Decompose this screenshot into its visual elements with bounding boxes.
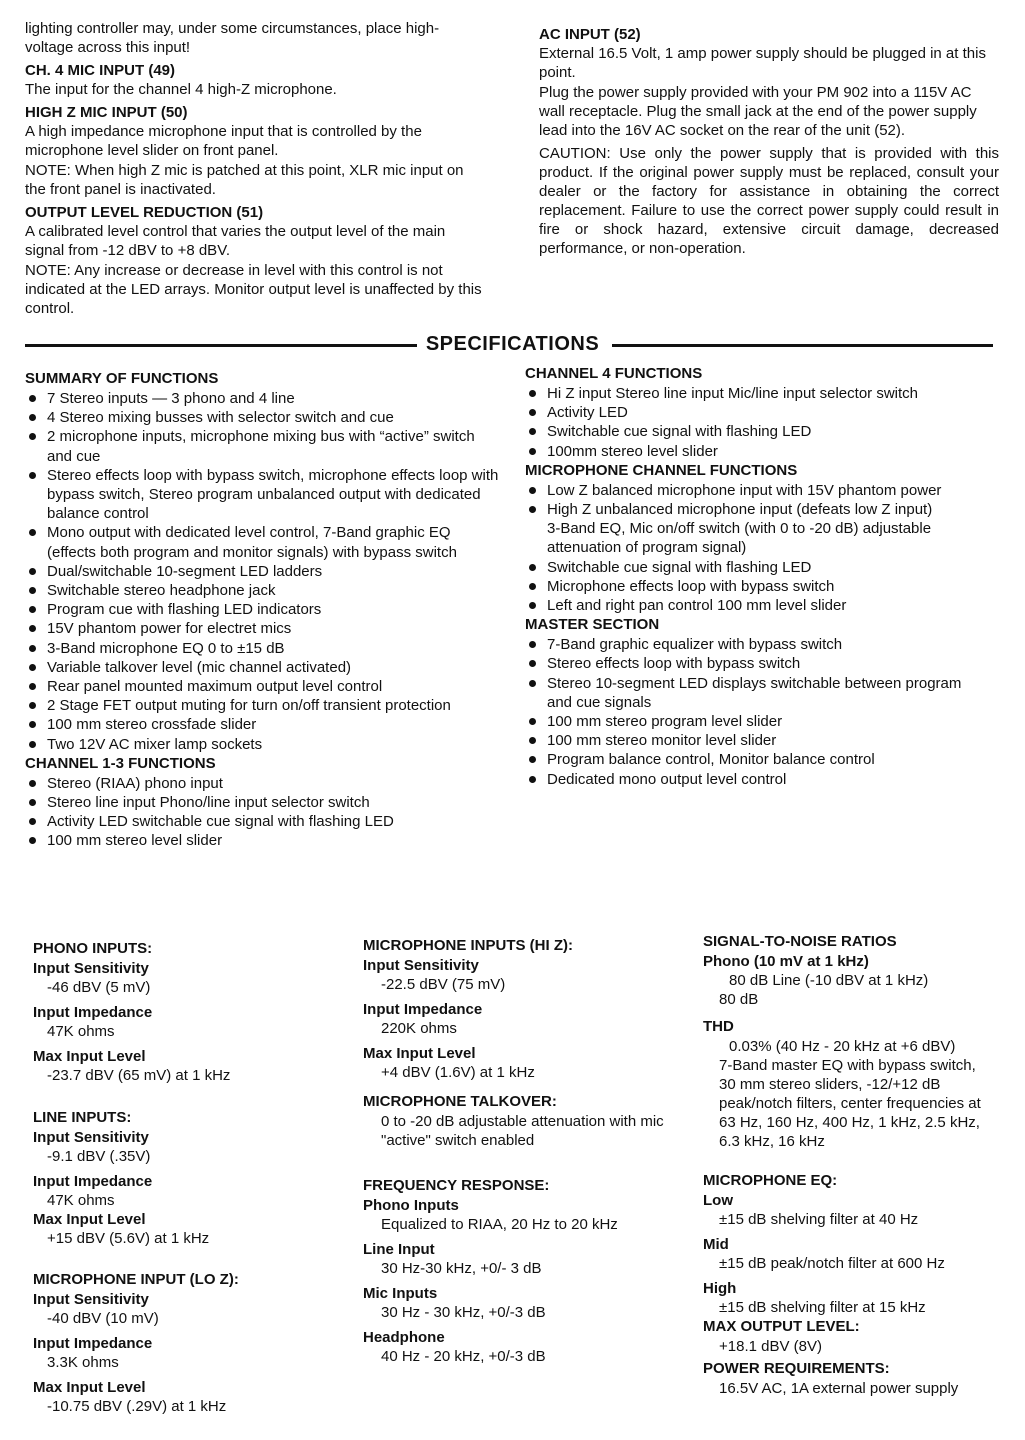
list-item: 3-Band microphone EQ 0 to ±15 dB (25, 639, 500, 658)
mic-eq-low-label: Low (703, 1192, 733, 1209)
line-sensitivity-value: -9.1 dBV (.35V) (47, 1148, 151, 1165)
channel13-heading: CHANNEL 1-3 FUNCTIONS (25, 754, 216, 772)
mic-lo-z-sensitivity-label: Input Sensitivity (33, 1291, 149, 1308)
list-item: Stereo effects loop with bypass switch (525, 654, 985, 673)
line-max-value: +15 dBV (5.6V) at 1 kHz (47, 1230, 210, 1247)
list-item: Hi Z input Stereo line input Mic/line input selector switch (525, 384, 985, 403)
list-item: 100mm stereo level slider (525, 442, 985, 461)
list-item: Rear panel mounted maximum output level control (25, 677, 500, 696)
channel4-heading: CHANNEL 4 FUNCTIONS (525, 365, 703, 382)
channel13-list (25, 774, 500, 851)
freq-line-value: 30 Hz-30 kHz, +0/- 3 dB (381, 1260, 542, 1277)
list-item-text: High Z unbalanced microphone input (defeats low Z input) (547, 501, 933, 519)
list-item: Program balance control, Monitor balance control (525, 750, 985, 769)
list-item: 4 Stereo mixing busses with selector switch and cue (25, 408, 500, 427)
list-item: Two 12V AC mixer lamp sockets (25, 735, 500, 754)
line-inputs-title: LINE INPUTS: (33, 1109, 132, 1126)
list-item: Dedicated mono output level control (525, 770, 985, 789)
max-output-value: +18.1 dBV (8V) (719, 1338, 822, 1355)
mic-lo-z-max-value: -10.75 dBV (.29V) at 1 kHz (47, 1398, 227, 1415)
list-item: Activity LED (525, 403, 985, 422)
phono-sensitivity-value: -46 dBV (5 mV) (47, 979, 151, 996)
functions-right-column (525, 364, 985, 789)
power-requirements-value: 16.5V AC, 1A external power supply (719, 1380, 959, 1397)
mic-lo-z-sensitivity-value: -40 dBV (10 mV) (47, 1310, 159, 1327)
list-item: Activity LED switchable cue signal with flashing LED (25, 812, 500, 831)
mic-lo-z-title: MICROPHONE INPUT (LO Z): (33, 1271, 239, 1288)
phono-max-label: Max Input Level (33, 1048, 146, 1065)
mic-eq-title: MICROPHONE EQ: (703, 1172, 838, 1189)
list-item: Switchable cue signal with flashing LED (525, 558, 985, 577)
ch4-mic-input-text: The input for the channel 4 high-Z microphone. (25, 81, 337, 98)
channel4-list (525, 384, 985, 461)
snr-value-2: 80 dB (719, 991, 759, 1008)
list-item: Stereo (RIAA) phono input (25, 774, 500, 793)
phono-impedance-value: 47K ohms (47, 1023, 115, 1040)
intro-text: lighting controller may, under some circumstances, place high-voltage across this input! (25, 20, 440, 56)
line-impedance-label: Input Impedance (33, 1173, 153, 1190)
mic-hi-z-title: MICROPHONE INPUTS (HI Z): (363, 937, 573, 954)
high-z-mic-note: NOTE: When high Z mic is patched at this point, XLR mic input on the front panel is inactivated. (25, 162, 464, 198)
summary-heading: SUMMARY OF FUNCTIONS (25, 370, 219, 387)
list-item: 100 mm stereo monitor level slider (525, 731, 985, 750)
list-item: 100 mm stereo program level slider (525, 712, 985, 731)
caution-text: CAUTION: Use only the power supply that is provided with this product. If the original power supply must be replaced, consult your dealer or the factory for assistance in obtaining the correct replacement. Failure to use the correct power supply could result in fire or shock hazard, extensive circuit damage, decreased performance, or non-operation. (539, 145, 999, 257)
list-item-extra: 3-Band EQ, Mic on/off switch (with 0 to -20 dB) adjustable attenuation of program signal) (547, 520, 932, 557)
mic-eq-mid-value: ±15 dB peak/notch filter at 600 Hz (719, 1255, 945, 1272)
top-left-column (25, 19, 487, 319)
list-item: Stereo 10-segment LED displays switchable between program and cue signals (525, 674, 985, 712)
line-max-label: Max Input Level (33, 1211, 146, 1228)
output-level-reduction-heading: OUTPUT LEVEL REDUCTION (51) (25, 204, 264, 221)
talkover-title: MICROPHONE TALKOVER: (363, 1093, 557, 1110)
line-sensitivity-label: Input Sensitivity (33, 1129, 149, 1146)
thd-eq-text: 7-Band master EQ with bypass switch, 30 mm stereo sliders, -12/+12 dB peak/notch filters, center frequencies at 63 Hz, 160 Hz, 400 Hz, 1 kHz, 2.5 kHz, 6.3 kHz, 16 kHz (719, 1057, 981, 1150)
power-requirements-title: POWER REQUIREMENTS: (703, 1360, 890, 1377)
list-item: Variable talkover level (mic channel activated) (25, 658, 500, 677)
phono-sensitivity-label: Input Sensitivity (33, 960, 149, 977)
specs-column-3 (703, 932, 1013, 1398)
snr-phono-label: Phono (10 mV at 1 kHz) (703, 953, 869, 970)
line-impedance-value: 47K ohms (47, 1192, 115, 1209)
list-item: 7-Band graphic equalizer with bypass switch (525, 635, 985, 654)
top-right-column (539, 25, 999, 259)
high-z-mic-text: A high impedance microphone input that is controlled by the microphone level slider on front panel. (25, 123, 422, 159)
ac-input-text-1: External 16.5 Volt, 1 amp power supply should be plugged in at this point. (539, 45, 986, 81)
list-item: 15V phantom power for electret mics (25, 619, 500, 638)
summary-list (25, 389, 500, 754)
list-item: Dual/switchable 10-segment LED ladders (25, 562, 500, 581)
list-item: Low Z balanced microphone input with 15V phantom power (525, 481, 985, 500)
mic-lo-z-impedance-value: 3.3K ohms (47, 1354, 119, 1371)
mic-eq-high-value: ±15 dB shelving filter at 15 kHz (719, 1299, 926, 1316)
max-output-title: MAX OUTPUT LEVEL: (703, 1318, 860, 1335)
freq-headphone-label: Headphone (363, 1329, 445, 1346)
master-list (525, 635, 985, 789)
functions-left-column (25, 369, 500, 851)
mic-channel-heading: MICROPHONE CHANNEL FUNCTIONS (525, 461, 798, 479)
master-heading: MASTER SECTION (525, 616, 660, 634)
mic-lo-z-impedance-label: Input Impedance (33, 1335, 153, 1352)
freq-line-label: Line Input (363, 1241, 435, 1258)
mic-hi-z-impedance-label: Input Impedance (363, 1001, 483, 1018)
list-item: 2 microphone inputs, microphone mixing bus with “active” switch and cue (25, 427, 500, 465)
ac-input-heading: AC INPUT (52) (539, 26, 641, 43)
mic-hi-z-sensitivity-label: Input Sensitivity (363, 957, 479, 974)
phono-inputs-title: PHONO INPUTS: (33, 940, 153, 957)
list-item: Left and right pan control 100 mm level slider (525, 596, 985, 615)
list-item: 100 mm stereo level slider (25, 831, 500, 850)
mic-eq-low-value: ±15 dB shelving filter at 40 Hz (719, 1211, 919, 1228)
output-level-reduction-note: NOTE: Any increase or decrease in level with this control is not indicated at the LED arrays. Monitor output level is unaffected by this control. (25, 262, 482, 317)
freq-phono-value: Equalized to RIAA, 20 Hz to 20 kHz (381, 1216, 618, 1233)
list-item: 2 Stage FET output muting for turn on/off transient protection (25, 696, 500, 715)
list-item: Stereo effects loop with bypass switch, microphone effects loop with bypass switch, Stereo program unbalanced output with dedicated balance control (25, 466, 500, 524)
ch4-mic-input-heading: CH. 4 MIC INPUT (49) (25, 62, 176, 79)
mic-lo-z-max-label: Max Input Level (33, 1379, 146, 1396)
mic-eq-high-label: High (703, 1280, 737, 1297)
specs-column-2 (363, 936, 683, 1366)
freq-headphone-value: 40 Hz - 20 kHz, +0/-3 dB (381, 1348, 546, 1365)
mic-channel-list (525, 481, 985, 615)
snr-value-1: 80 dB Line (-10 dBV at 1 kHz) (729, 972, 929, 989)
high-z-mic-heading: HIGH Z MIC INPUT (50) (25, 104, 188, 121)
thd-title: THD (703, 1018, 734, 1035)
mic-hi-z-max-label: Max Input Level (363, 1045, 476, 1062)
list-item: Switchable cue signal with flashing LED (525, 422, 985, 441)
frequency-response-title: FREQUENCY RESPONSE: (363, 1177, 550, 1194)
list-item: Microphone effects loop with bypass switch (525, 577, 985, 596)
mic-eq-mid-label: Mid (703, 1236, 729, 1253)
mic-hi-z-sensitivity-value: -22.5 dBV (75 mV) (381, 976, 506, 993)
mic-hi-z-impedance-value: 220K ohms (381, 1020, 457, 1037)
specifications-title: SPECIFICATIONS (425, 333, 600, 355)
specs-column-1 (33, 939, 343, 1416)
talkover-value: 0 to -20 dB adjustable attenuation with mic "active" switch enabled (381, 1113, 664, 1149)
phono-impedance-label: Input Impedance (33, 1004, 153, 1021)
freq-mic-value: 30 Hz - 30 kHz, +0/-3 dB (381, 1304, 546, 1321)
list-item: 7 Stereo inputs — 3 phono and 4 line (25, 389, 500, 408)
list-item: Mono output with dedicated level control, 7-Band graphic EQ (effects both program and monitor signals) with bypass switch (25, 523, 500, 561)
freq-mic-label: Mic Inputs (363, 1285, 438, 1302)
mic-hi-z-max-value: +4 dBV (1.6V) at 1 kHz (381, 1064, 535, 1081)
spec-rule-right (612, 344, 993, 347)
phono-max-value: -23.7 dBV (65 mV) at 1 kHz (47, 1067, 231, 1084)
thd-value: 0.03% (40 Hz - 20 kHz at +6 dBV) (729, 1038, 956, 1055)
list-item: Stereo line input Phono/line input selector switch (25, 793, 500, 812)
list-item (525, 500, 985, 558)
list-item: Program cue with flashing LED indicators (25, 600, 500, 619)
snr-title: SIGNAL-TO-NOISE RATIOS (703, 933, 897, 950)
list-item: 100 mm stereo crossfade slider (25, 715, 500, 734)
list-item: Switchable stereo headphone jack (25, 581, 500, 600)
freq-phono-label: Phono Inputs (363, 1197, 459, 1214)
ac-input-text-2: Plug the power supply provided with your PM 902 into a 115V AC wall receptacle. Plug the small jack at the end of the power supply lead into the 16V AC socket on the rear of the unit (52). (539, 84, 977, 139)
output-level-reduction-text: A calibrated level control that varies the output level of the main signal from -12 dBV to +8 dBV. (25, 223, 446, 259)
